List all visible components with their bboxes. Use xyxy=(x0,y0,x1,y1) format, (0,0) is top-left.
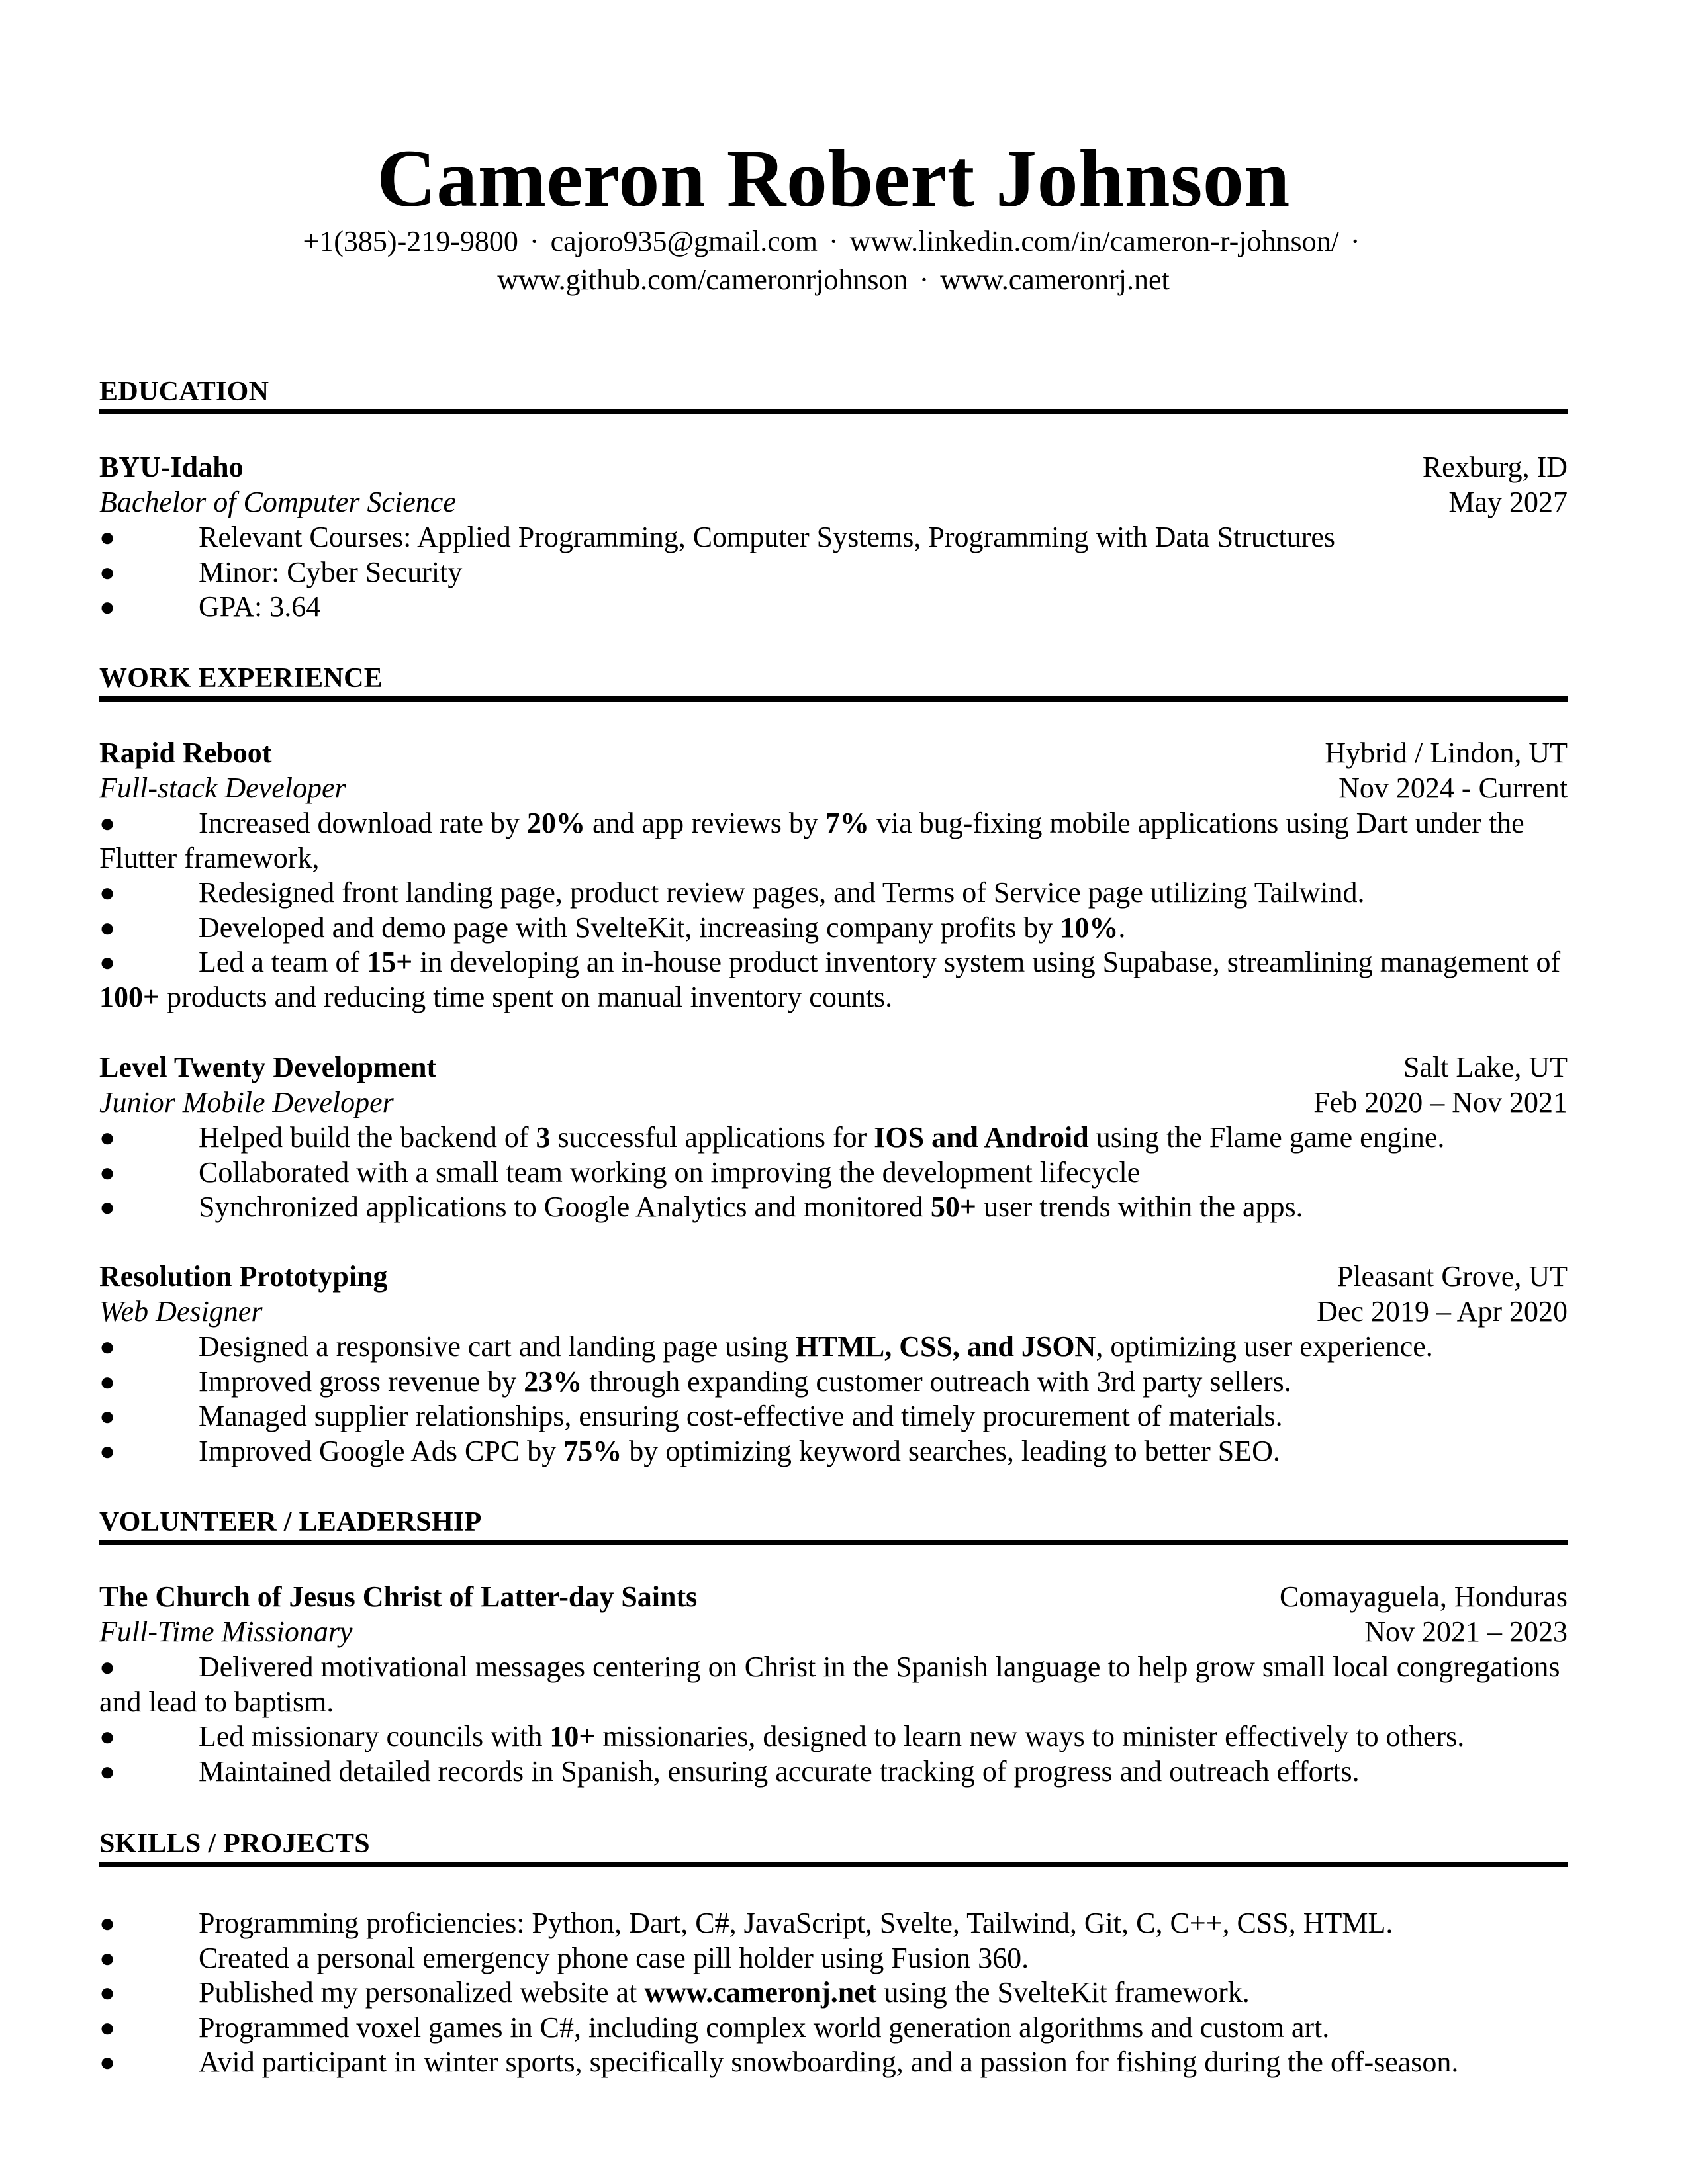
bullet-dot: ● xyxy=(99,1908,116,1938)
bullet-item xyxy=(99,1156,1568,1191)
bullet-dot: ● xyxy=(99,1721,116,1751)
section-divider xyxy=(99,409,1568,414)
resume-name: Cameron Robert Johnson xyxy=(377,133,1290,224)
education-date: May 2027 xyxy=(1448,486,1568,518)
job-role-row xyxy=(99,771,1568,805)
bullet-segment: products and reducing time spent on manual inventory counts. xyxy=(160,980,893,1013)
job-company: Level Twenty Development xyxy=(99,1051,437,1083)
bullet-highlight: www.cameronj.net xyxy=(644,1976,877,2009)
bullet-segment: Managed supplier relationships, ensuring cost-effective and timely procurement of materials. xyxy=(199,1400,1283,1432)
bullet-text xyxy=(99,1650,1568,1719)
bullet-dot: ● xyxy=(99,1401,116,1431)
contact-line-1 xyxy=(99,222,1568,261)
job-header-row xyxy=(99,736,1568,770)
bullet-highlight: 3 xyxy=(536,1121,551,1154)
section-divider xyxy=(99,1540,1568,1545)
job-role-row xyxy=(99,1085,1568,1120)
bullet-segment: by optimizing keyword searches, leading to better SEO. xyxy=(622,1434,1280,1467)
bullet-item xyxy=(99,1650,1568,1719)
bullet-segment: GPA: 3.64 xyxy=(199,590,321,623)
bullet-item xyxy=(99,911,1568,946)
bullet-dot: ● xyxy=(99,557,116,587)
volunteer-role-row xyxy=(99,1615,1568,1649)
bullet-text xyxy=(99,1190,1568,1225)
bullet-dot: ● xyxy=(99,1157,116,1187)
bullet-dot: ● xyxy=(99,1756,116,1786)
bullet-item xyxy=(99,2045,1568,2080)
section-title-work: WORK EXPERIENCE xyxy=(99,663,383,694)
bullet-highlight: 10+ xyxy=(549,1720,596,1752)
education-location: Rexburg, ID xyxy=(1422,451,1568,483)
bullet-text xyxy=(99,1434,1568,1469)
bullet-text xyxy=(99,1754,1568,1790)
bullet-text xyxy=(99,945,1568,1015)
bullet-item xyxy=(99,590,1568,625)
bullet-segment: Helped build the backend of xyxy=(199,1121,536,1154)
education-school: BYU-Idaho xyxy=(99,451,244,483)
bullet-dot: ● xyxy=(99,1192,116,1222)
bullet-text xyxy=(99,520,1568,555)
bullet-segment: Redesigned front landing page, product review pages, and Terms of Service page utilizing Tailwind. xyxy=(199,876,1365,909)
job-date: Feb 2020 – Nov 2021 xyxy=(1313,1086,1568,1118)
bullet-item xyxy=(99,1976,1568,2011)
bullet-dot: ● xyxy=(99,592,116,621)
job-date: Nov 2024 - Current xyxy=(1338,772,1568,804)
bullet-segment: Led a team of xyxy=(199,946,367,978)
bullet-dot: ● xyxy=(99,1942,116,1973)
bullet-item xyxy=(99,806,1568,876)
bullet-dot: ● xyxy=(99,947,116,977)
bullet-item xyxy=(99,945,1568,1015)
bullet-highlight: 50+ xyxy=(930,1191,976,1223)
education-header-row xyxy=(99,450,1568,484)
education-degree: Bachelor of Computer Science xyxy=(99,486,456,518)
bullet-segment: Improved gross revenue by xyxy=(199,1365,524,1398)
bullet-text xyxy=(99,2045,1568,2080)
bullet-text xyxy=(99,555,1568,590)
bullet-text xyxy=(99,2011,1568,2046)
section-divider xyxy=(99,696,1568,702)
bullet-highlight: 23% xyxy=(524,1365,583,1398)
bullet-segment: Relevant Courses: Applied Programming, Computer Systems, Programming with Data Structures xyxy=(199,521,1336,553)
job-location: Salt Lake, UT xyxy=(1403,1051,1568,1083)
job-header-row xyxy=(99,1050,1568,1085)
contact-separator: · xyxy=(828,225,839,257)
resume-page xyxy=(99,0,1568,2184)
bullet-dot: ● xyxy=(99,1978,116,2007)
bullet-segment: Avid participant in winter sports, specifically snowboarding, and a passion for fishing during the off-season. xyxy=(199,2046,1459,2078)
bullet-dot: ● xyxy=(99,1652,116,1682)
bullet-segment: Delivered motivational messages centering on Christ in the Spanish language to help grow small local congregations and lead to baptism. xyxy=(99,1651,1560,1718)
bullet-text xyxy=(99,1120,1568,1156)
bullet-segment: using the SvelteKit framework. xyxy=(876,1976,1250,2009)
bullet-text xyxy=(99,1156,1568,1191)
bullet-highlight: IOS and Android xyxy=(874,1121,1089,1154)
bullet-item xyxy=(99,1719,1568,1754)
bullet-segment: Increased download rate by xyxy=(199,807,528,839)
bullet-segment: missionaries, designed to learn new ways to minister effectively to others. xyxy=(595,1720,1465,1752)
bullet-segment: Programming proficiencies: Python, Dart, C#, JavaScript, Svelte, Tailwind, Git, C, C++, CSS, HTML. xyxy=(199,1907,1393,1939)
bullet-item xyxy=(99,1190,1568,1225)
bullet-item xyxy=(99,1120,1568,1156)
contact-github[interactable]: www.github.com/cameronrjohnson xyxy=(497,263,908,296)
bullet-highlight: 100+ xyxy=(99,980,160,1013)
volunteer-role: Full-Time Missionary xyxy=(99,1615,353,1648)
bullet-dot: ● xyxy=(99,2012,116,2042)
bullet-segment: Designed a responsive cart and landing page using xyxy=(199,1330,796,1363)
bullet-segment: Led missionary councils with xyxy=(199,1720,550,1752)
bullet-segment: Synchronized applications to Google Analytics and monitored xyxy=(199,1191,931,1223)
bullet-segment: Improved Google Ads CPC by xyxy=(199,1434,564,1467)
bullet-segment: Minor: Cyber Security xyxy=(199,555,463,588)
bullet-highlight: 15+ xyxy=(367,946,413,978)
bullet-highlight: 20% xyxy=(527,807,586,839)
bullet-highlight: 7% xyxy=(825,807,869,839)
bullet-dot: ● xyxy=(99,1435,116,1466)
bullet-segment: via bug-fixing mobile applications using Dart under the Flutter framework, xyxy=(99,807,1524,874)
bullet-segment: Programmed voxel games in C#, including complex world generation algorithms and custom art. xyxy=(199,2011,1330,2044)
bullet-item xyxy=(99,1906,1568,1941)
job-date: Dec 2019 – Apr 2020 xyxy=(1317,1295,1568,1328)
bullet-item xyxy=(99,1941,1568,1976)
bullet-dot: ● xyxy=(99,1366,116,1396)
bullet-segment: Maintained detailed records in Spanish, ensuring accurate tracking of progress and outreach efforts. xyxy=(199,1754,1360,1788)
section-title-skills: SKILLS / PROJECTS xyxy=(99,1829,370,1859)
contact-line-2 xyxy=(99,260,1568,300)
bullet-text xyxy=(99,1906,1568,1941)
bullet-item xyxy=(99,2011,1568,2046)
bullet-segment: successful applications for xyxy=(550,1121,874,1154)
bullet-segment: Collaborated with a small team working on improving the development lifecycle xyxy=(199,1156,1141,1189)
bullet-dot: ● xyxy=(99,2047,116,2077)
bullet-segment: and app reviews by xyxy=(585,807,825,839)
bullet-text xyxy=(99,1365,1568,1400)
job-company: Resolution Prototyping xyxy=(99,1260,388,1293)
bullet-segment: Published my personalized website at xyxy=(199,1976,645,2009)
bullet-highlight: HTML, CSS, and JSON xyxy=(795,1330,1096,1363)
job-location: Pleasant Grove, UT xyxy=(1336,1260,1568,1293)
bullet-segment: Created a personal emergency phone case pill holder using Fusion 360. xyxy=(199,1941,1029,1974)
bullet-text xyxy=(99,1941,1568,1976)
bullet-text xyxy=(99,1330,1568,1365)
job-role: Web Designer xyxy=(99,1295,263,1328)
bullet-highlight: 75% xyxy=(563,1434,622,1467)
volunteer-org: The Church of Jesus Christ of Latter-day Saints xyxy=(99,1580,698,1613)
bullet-item xyxy=(99,520,1568,555)
bullet-text xyxy=(99,1719,1568,1754)
bullet-item xyxy=(99,1365,1568,1400)
bullet-dot: ● xyxy=(99,1122,116,1152)
bullet-dot: ● xyxy=(99,522,116,552)
job-role: Full-stack Developer xyxy=(99,772,346,804)
volunteer-location: Comayaguela, Honduras xyxy=(1280,1580,1568,1613)
job-role: Junior Mobile Developer xyxy=(99,1086,394,1118)
job-company: Rapid Reboot xyxy=(99,737,272,769)
contact-website[interactable]: www.cameronrj.net xyxy=(940,263,1170,296)
bullet-item xyxy=(99,1434,1568,1469)
job-role-row xyxy=(99,1295,1568,1329)
bullet-segment: user trends within the apps. xyxy=(976,1191,1303,1223)
volunteer-date: Nov 2021 – 2023 xyxy=(1364,1615,1568,1648)
bullet-item xyxy=(99,876,1568,911)
bullet-segment: Developed and demo page with SvelteKit, increasing company profits by xyxy=(199,911,1060,944)
bullet-item xyxy=(99,555,1568,590)
bullet-item xyxy=(99,1754,1568,1790)
bullet-dot: ● xyxy=(99,1332,116,1361)
bullet-text xyxy=(99,876,1568,911)
bullet-text xyxy=(99,1976,1568,2011)
section-title-education: EDUCATION xyxy=(99,377,269,407)
bullet-text xyxy=(99,1399,1568,1434)
contact-email[interactable]: cajoro935@gmail.com xyxy=(550,225,818,257)
bullet-item xyxy=(99,1330,1568,1365)
contact-separator: · xyxy=(919,263,929,296)
bullet-text xyxy=(99,590,1568,625)
bullet-dot: ● xyxy=(99,808,116,838)
bullet-segment: , optimizing user experience. xyxy=(1096,1330,1433,1363)
bullet-segment: in developing an in-house product inventory system using Supabase, streamlining management of xyxy=(412,946,1561,978)
volunteer-header-row xyxy=(99,1580,1568,1614)
bullet-highlight: 10% xyxy=(1060,911,1119,944)
contact-separator: · xyxy=(529,225,539,257)
bullet-item xyxy=(99,1399,1568,1434)
bullet-dot: ● xyxy=(99,912,116,942)
bullet-segment: using the Flame game engine. xyxy=(1088,1121,1445,1154)
section-divider xyxy=(99,1862,1568,1867)
education-degree-row xyxy=(99,485,1568,520)
contact-linkedin[interactable]: www.linkedin.com/in/cameron-r-johnson/ xyxy=(849,225,1339,257)
bullet-segment: through expanding customer outreach with 3rd party sellers. xyxy=(582,1365,1291,1398)
bullet-text xyxy=(99,806,1568,876)
bullet-dot: ● xyxy=(99,878,116,907)
contact-separator: · xyxy=(1350,225,1360,257)
contact-phone: +1(385)-219-9800 xyxy=(303,225,518,257)
section-title-volunteer: VOLUNTEER / LEADERSHIP xyxy=(99,1507,482,1537)
bullet-segment: . xyxy=(1118,911,1126,944)
job-location: Hybrid / Lindon, UT xyxy=(1325,737,1568,769)
job-header-row xyxy=(99,1259,1568,1294)
bullet-text xyxy=(99,911,1568,946)
